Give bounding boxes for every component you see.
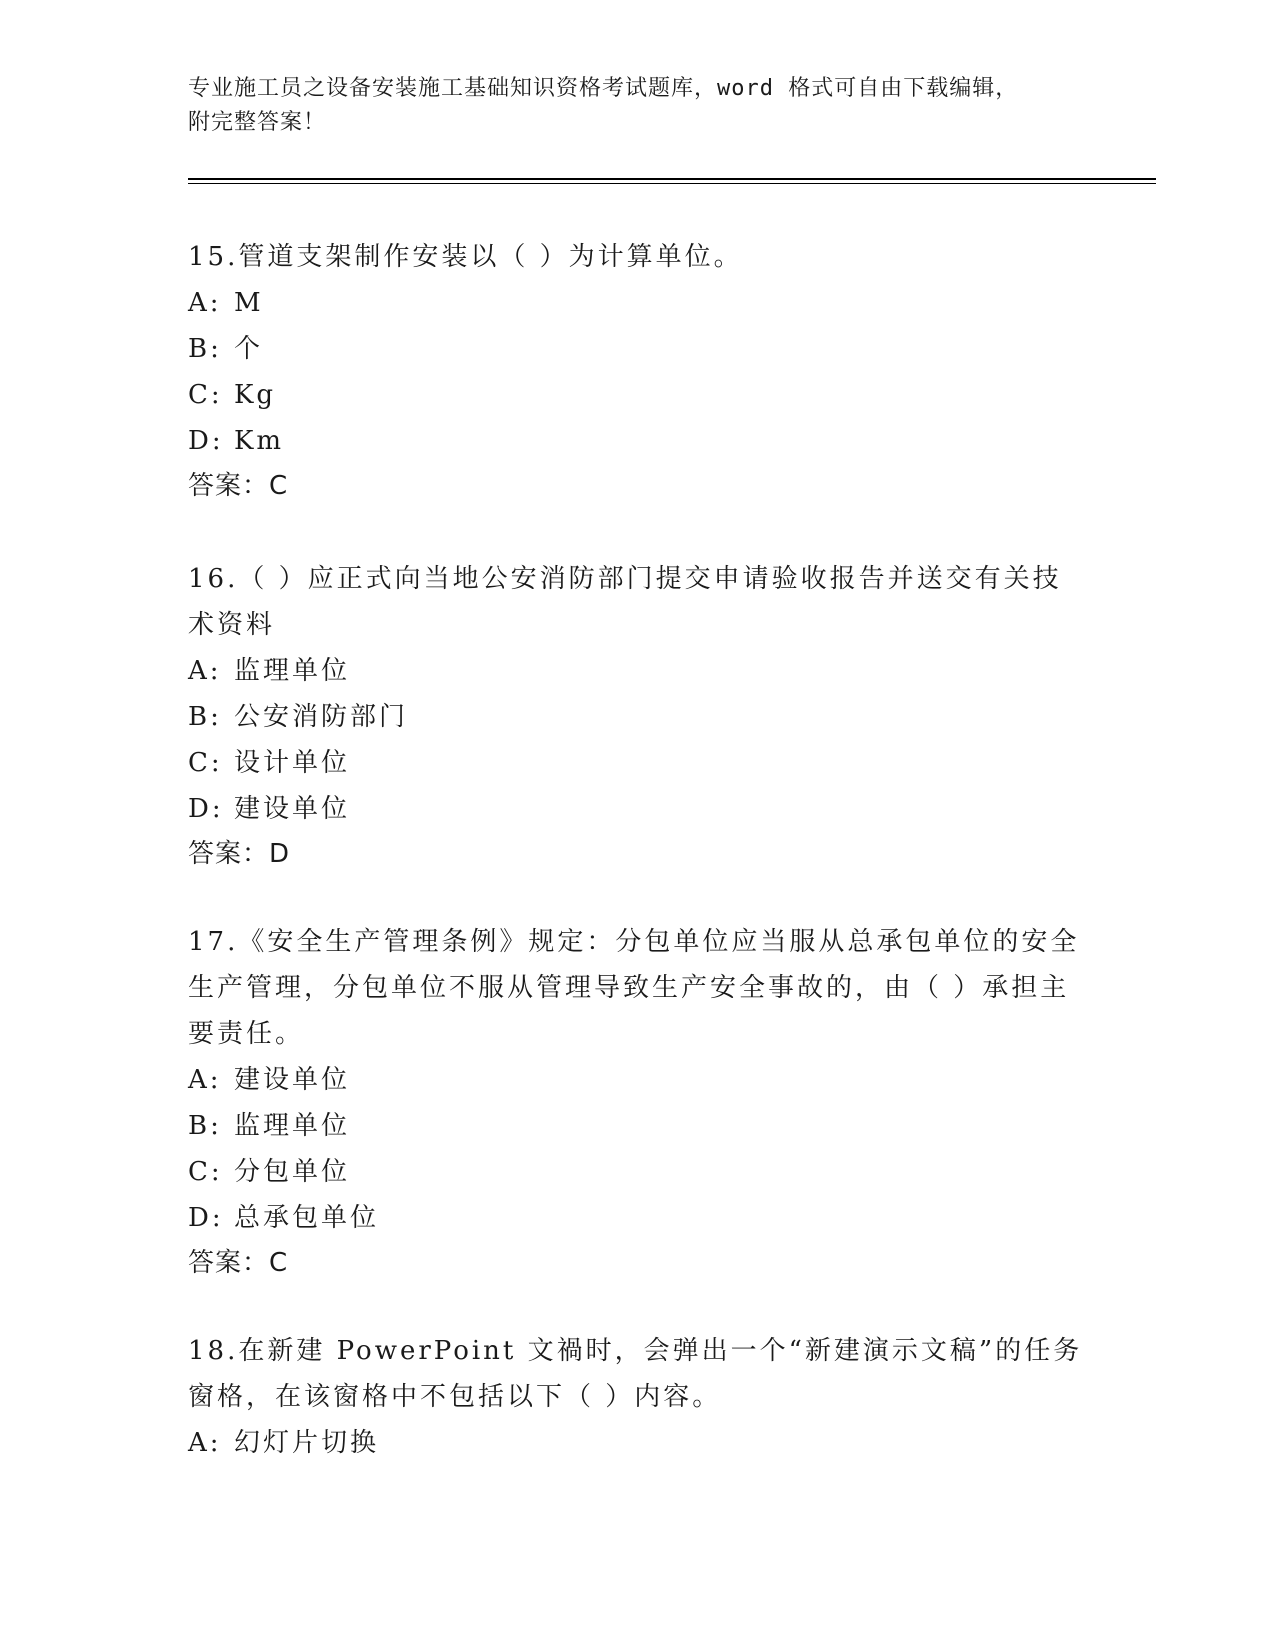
option-b <box>188 694 1088 740</box>
option-b <box>188 1103 1088 1149</box>
option-letter: C: <box>188 380 223 410</box>
option-a <box>188 648 1088 694</box>
option-letter: D: <box>188 426 224 456</box>
option-text: Km <box>234 426 285 456</box>
option-letter: A: <box>188 1065 222 1095</box>
question-stem: 17.《安全生产管理条例》规定：分包单位应当服从总承包单位的安全生产管理，分包单位不服从管理导致生产安全事故的，由（ ）承担主要责任。 <box>188 927 1080 1049</box>
question-stem: 15.管道支架制作安装以（ ）为计算单位。 <box>188 242 743 272</box>
option-letter: A: <box>188 288 222 318</box>
option-letter: C: <box>188 1157 223 1187</box>
option-text: 个 <box>234 334 264 364</box>
header-divider <box>188 178 1156 180</box>
option-letter: A: <box>188 656 222 686</box>
header-line-2: 附完整答案！ <box>188 110 327 135</box>
document-header <box>188 72 1088 140</box>
option-c <box>188 372 1088 418</box>
option-c <box>188 1149 1088 1195</box>
question-stem: 16.（ ）应正式向当地公安消防部门提交申请验收报告并送交有关技术资料 <box>188 564 1062 640</box>
answer: 答案：D <box>188 839 291 869</box>
question-16 <box>188 556 1088 876</box>
option-letter: A: <box>188 1428 222 1458</box>
option-text: 建设单位 <box>234 1065 351 1095</box>
option-text: 设计单位 <box>234 748 351 778</box>
question-17 <box>188 919 1088 1285</box>
option-b <box>188 326 1088 372</box>
option-a <box>188 280 1088 326</box>
option-text: M <box>234 288 264 318</box>
question-stem: 18.在新建 PowerPoint 文禍时，会弹出一个“新建演示文稿”的任务窗格，在该窗格中不包括以下（ ）内容。 <box>188 1336 1083 1412</box>
option-letter: B: <box>188 334 222 364</box>
option-a <box>188 1420 1088 1466</box>
header-divider-thin <box>188 183 1156 184</box>
question-15 <box>188 234 1088 508</box>
option-c <box>188 740 1088 786</box>
option-letter: D: <box>188 794 224 824</box>
option-text: 建设单位 <box>234 794 351 824</box>
option-text: Kg <box>234 380 277 410</box>
option-letter: B: <box>188 1111 222 1141</box>
answer: 答案：C <box>188 1248 289 1278</box>
option-text: 公安消防部门 <box>234 702 409 732</box>
option-text: 监理单位 <box>234 656 351 686</box>
option-text: 监理单位 <box>234 1111 351 1141</box>
option-a <box>188 1057 1088 1103</box>
option-text: 总承包单位 <box>234 1203 380 1233</box>
option-text: 分包单位 <box>234 1157 351 1187</box>
question-18 <box>188 1328 1088 1466</box>
header-line-1: 专业施工员之设备安装施工基础知识资格考试题库，word 格式可自由下载编辑， <box>188 76 1019 101</box>
option-d <box>188 786 1088 832</box>
option-letter: D: <box>188 1203 224 1233</box>
option-letter: B: <box>188 702 222 732</box>
answer: 答案：C <box>188 471 289 501</box>
option-d <box>188 418 1088 464</box>
option-d <box>188 1195 1088 1241</box>
option-letter: C: <box>188 748 223 778</box>
option-text: 幻灯片切换 <box>234 1428 380 1458</box>
